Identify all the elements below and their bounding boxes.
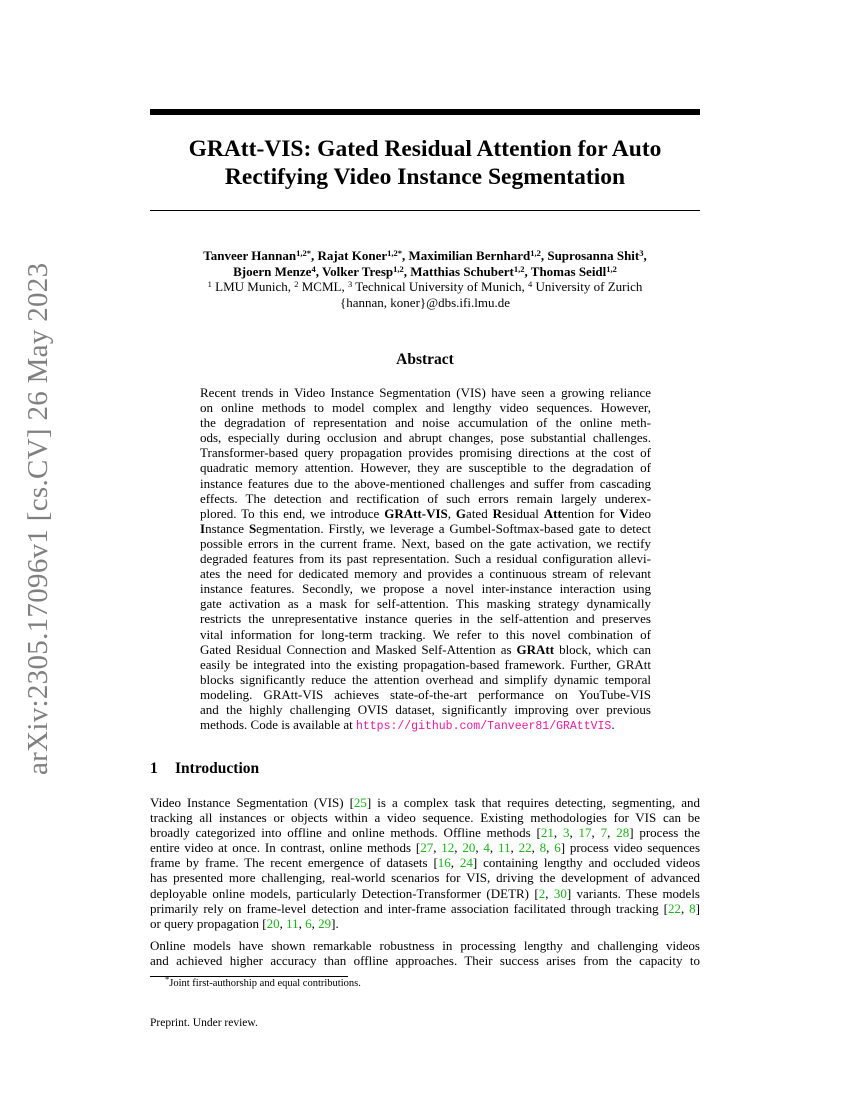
author-name: Rajat Koner [317,248,388,263]
author-affil: 1,2 [530,248,541,258]
author-name: Tanveer Hannan [203,248,297,263]
text-run: ] process video sequences [560,840,701,856]
citation-link[interactable]: 11 [286,915,299,931]
author-line-2: Bjoern Menze$^4$, Volker Tresp$^{1,2}$, Matthias Schubert$^{1,2}$, Thomas Seidl$^{1,2}$ [233,263,617,279]
author-name: Bjoern Menze [233,263,312,279]
section-title: Introduction [175,760,260,777]
abstract-line: easily be integrated into the existing propagation-based framework. Further, GRAtt [200,656,651,672]
citation-link[interactable]: 22 [667,900,681,916]
text-run: plored. To this end, we introduce [200,505,385,521]
affiliation: LMU Munich, [211,279,295,294]
body-line: frame by frame. The recent emergence of datasets [16, 24] containing lengthy and occluded videos [150,855,701,871]
author-name: Suprosanna Shit [547,248,640,263]
abstract-line: ates the need for dedicated memory and provides a continuous stream of relevant [200,566,651,582]
abstract-line: degraded features from its past representation. Such a residual configuration allevi- [200,551,651,567]
abstract-line: the degradation of representation and noise accumulation of the online meth- [200,415,651,431]
acronym-letter: V [619,505,629,521]
text-run: , [447,505,456,521]
citation-link[interactable]: 20 [462,840,476,856]
author-name: Matthias Schubert [410,263,514,279]
body-line: Online models have shown remarkable robustness in processing lengthy and challenging videos [150,938,700,953]
title-bottom-rule [150,210,700,211]
acronym-letter: S [248,520,257,536]
text-run: deployable online models, particularly Detection-Transformer (DETR) [ [150,885,539,901]
body-line: deployable online models, particularly Detection-Transformer (DETR) [2, 30] variants. These models [150,885,700,901]
text-run: ] process the [629,825,701,841]
affil-mark: 2 [294,279,299,289]
citation-link[interactable]: 25 [353,795,367,810]
title-line-1: GRAtt-VIS: Gated Residual Attention for Auto [188,136,662,162]
section-number: 1 [150,760,158,777]
acronym-letter: R [492,505,502,521]
text-run: ]. [331,915,339,931]
abstract-line: vital information for long-term tracking. We refer to this novel combination of [200,626,651,642]
author-name: Volker Tresp [321,263,394,279]
citation-link[interactable]: 6 [305,915,312,931]
citation-link[interactable]: 30 [553,885,567,901]
citation-link[interactable]: 27 [420,840,434,856]
body-line: entire video at once. In contrast, online methods [27, 12, 20, 4, 11, 22, 8, 6] process video sequences [150,840,701,856]
text-run: ention for [561,505,620,521]
acronym-letter: G [455,505,467,521]
section-heading-introduction [150,760,259,778]
preprint-footer: Preprint. Under review. [150,1017,258,1029]
author-name: Thomas Seidl [530,263,607,279]
citation-link[interactable]: 12 [441,840,455,856]
abstract-line: restricts the unrepresentative instance queries in the self-attention and preserves [200,611,651,627]
author-affil: 1,2* [387,248,403,258]
abstract-line: blocks significantly reduce the attention overhead and simplify dynamic temporal [200,671,651,687]
title-top-rule [150,109,700,115]
arxiv-stamp: arXiv:2305.17096v1 [cs.CV] 26 May 2023 [22,262,54,775]
citation-link[interactable]: 6 [554,840,561,856]
author-affil: 1,2* [296,248,311,258]
footnote-mark: * [165,974,170,984]
affiliation: MCML, [298,279,348,294]
abstract-line: instance features. Secondly, we propose a novel inter-instance interaction using [200,581,651,597]
abstract-line: Recent trends in Video Instance Segmentation (VIS) have seen a growing reliance [200,385,651,400]
abstract-line: on online methods to model complex and lengthy video sequences. However, [200,400,651,416]
method-name: GRAtt-VIS [384,505,448,521]
text-run: entire video at once. In contrast, online methods [ [150,840,421,856]
abstract-line: modeling. GRAtt-VIS achieves state-of-the-art performance on YouTube-VIS [200,686,651,702]
abstract-line: effects. The detection and rectification of such errors remain largely underex- [200,490,651,506]
abstract-line [200,521,651,536]
title-line-2: Rectifying Video Instance Segmentation [224,164,626,190]
acronym-letter: I [200,520,206,536]
text-run: ] containing lengthy and occluded videos [472,855,701,871]
text-run: block, which can [554,641,651,657]
body-line: primarily rely on frame-level detection and inter-frame association facilitated through tracking [22, 8] [150,900,701,916]
text-run: nstance [205,520,249,536]
author-email: {hannan, koner}@dbs.ifi.lmu.de [340,294,510,310]
citation-link[interactable]: 20 [266,915,280,931]
affil-mark: 3 [347,279,353,289]
author-line-1: Tanveer Hannan$^{1,2*}$, Rajat Koner$^{1,2*}$, Maximilian Bernhard$^{1,2}$, Suprosanna Shit$^3$, [203,248,647,263]
text-run: ] variants. These models [566,885,700,901]
text-run: methods. Code is available at [200,717,356,733]
body-line: has presented more challenging, real-world scenarios for VIS, driving the development of advanced [150,870,700,886]
code-url-link[interactable]: https://github.com/Tanveer81/GRAttVIS [355,720,612,734]
abstract-line [200,717,651,732]
abstract-line: instance features due to the above-mentioned challenges and suffer from cascading [200,475,651,491]
text-run: egmentation. Firstly, we leverage a Gumbel-Softmax-based gate to detect [256,520,652,536]
intro-paragraph-2 [150,938,700,968]
footnote-rule [150,976,348,977]
citation-link[interactable]: 29 [318,915,332,931]
affiliation: University of Zurich [532,279,643,294]
footnote-text: Joint first-authorship and equal contributions. [169,978,361,989]
affil-mark: 4 [527,279,533,289]
author-affil: 1,2 [606,263,617,274]
text-run: ] [695,900,701,916]
body-line: and achieved higher accuracy than offline approaches. Their success arises from the capacity to [150,953,700,969]
paper-title [150,135,700,191]
abstract-line: ods, especially during occlusion and abrupt changes, pose substantial challenges. [200,430,651,446]
body-line: broadly categorized into offline and online methods. Offline methods [21, 3, 17, 7, 28] process the [150,825,701,841]
citation-link[interactable]: 16 [437,855,451,871]
text-run: Video Instance Segmentation (VIS) [ [150,795,354,810]
author-affil: 4 [311,263,316,274]
abstract-line: gate activation as a mask for self-attention. This masking strategy dynamically [200,596,651,612]
abstract-line: Transformer-based query propagation provides promising directions at the cost of [200,445,651,461]
author-block [150,248,700,310]
citation-link[interactable]: 3 [562,825,570,841]
body-line [150,795,700,810]
citation-link[interactable]: 22 [518,840,532,856]
citation-link[interactable]: 8 [539,840,547,856]
text-run: frame by frame. The recent emergence of datasets [ [150,855,438,871]
abstract-line [200,642,651,657]
abstract-body [200,385,651,732]
footnote [165,974,361,989]
author-affil: 1,2 [393,263,404,274]
abstract-line: possible errors in the current frame. Next, based on the gate activation, we rectify [200,535,651,551]
citation-link[interactable]: 2 [538,885,546,901]
citation-link[interactable]: 28 [616,825,630,841]
intro-paragraph-1 [150,795,700,931]
affiliation: Technical University of Munich, [352,279,528,294]
method-name: GRAtt [516,641,555,657]
text-run: primarily rely on frame-level detection and inter-frame association facilitated through tracking [ [150,900,668,916]
author-affil: 3 [639,248,644,258]
abstract-line: quadratic memory attention. However, they are susceptible to the degradation of [200,460,651,476]
abstract-line [200,506,651,521]
affil-mark: 1 [207,279,212,289]
text-run: ated [466,505,493,521]
abstract-heading: Abstract [396,351,454,368]
abstract-line: and the highly challenging OVIS dataset, significantly improving over previous [200,701,651,717]
text-run: esidual [502,505,544,521]
text-run: . [611,717,615,733]
author-affil: 1,2 [513,263,525,274]
citation-link[interactable]: 11 [497,840,511,856]
citation-link[interactable]: 21 [540,825,554,841]
text-run: or query propagation [ [150,915,267,931]
citation-link[interactable]: 8 [689,900,696,916]
text-run: Gated Residual Connection and Masked Self-Attention as [200,641,517,657]
citation-link[interactable]: 17 [578,825,592,841]
affiliations [150,279,700,295]
text-run: broadly categorized into offline and online methods. Offline methods [ [150,825,541,841]
citation-link[interactable]: 4 [483,840,490,856]
body-line: or query propagation [20, 11, 6, 29]. [150,915,339,931]
citation-link[interactable]: 7 [600,825,608,841]
citation-link[interactable]: 24 [459,855,473,871]
body-line: tracking all instances or objects within a video sequence. Existing methodologies for VIS can be [150,810,700,826]
text-run: ideo [628,505,652,521]
acronym-letter: Att [543,505,562,521]
author-name: Maximilian Bernhard [408,248,531,263]
text-run: ] is a complex task that requires detecting, segmenting, and [366,795,700,810]
